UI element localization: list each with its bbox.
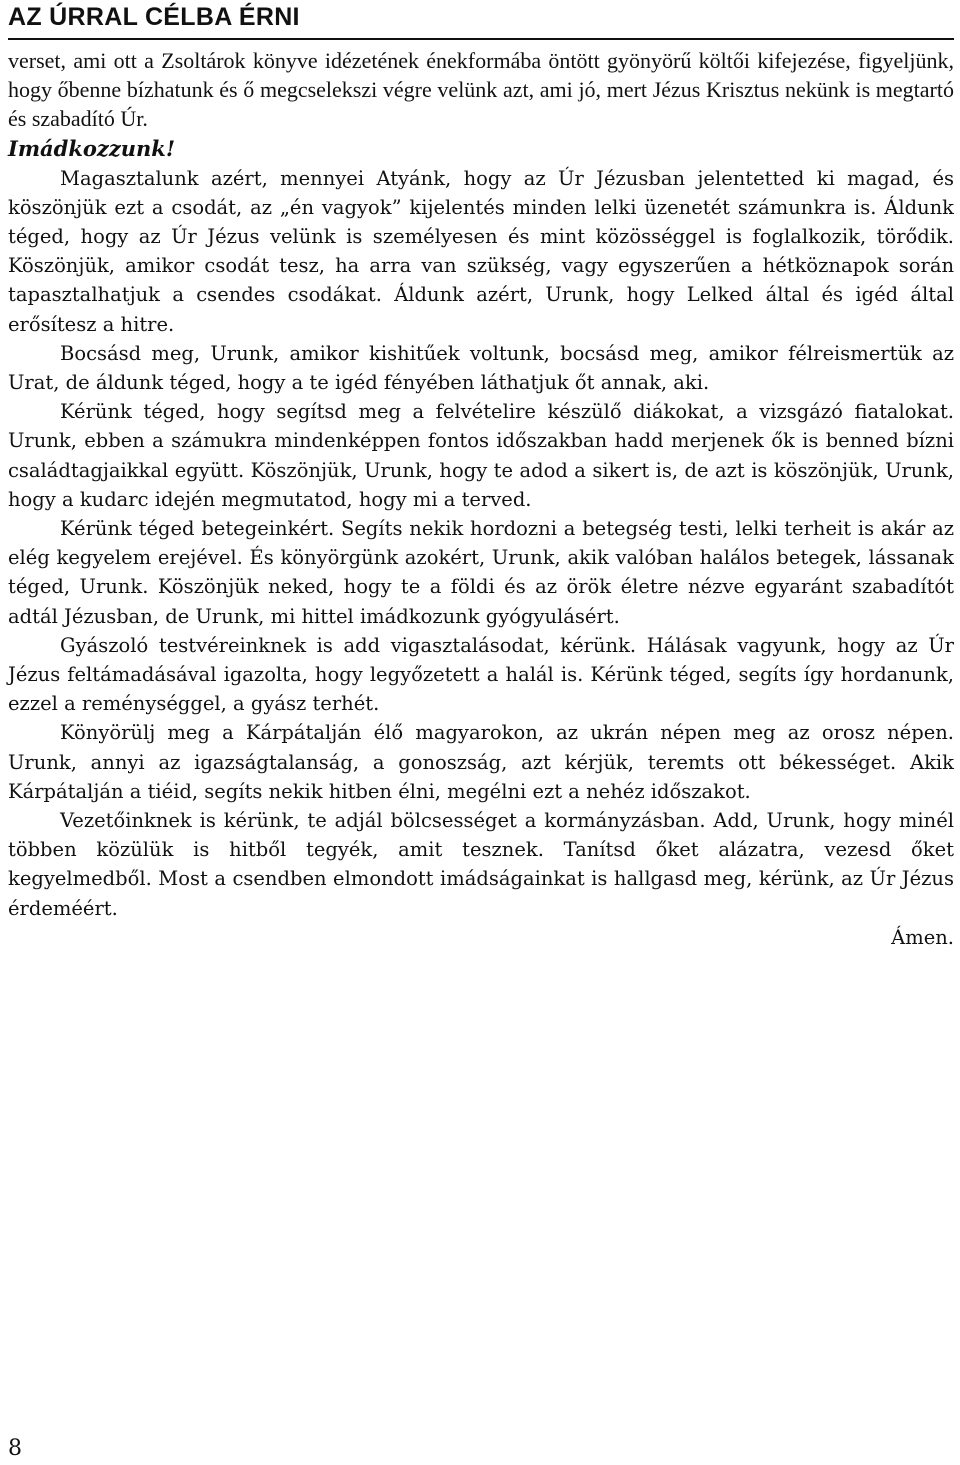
page-body xyxy=(8,46,954,952)
running-title: AZ ÚRRAL CÉLBA ÉRNI xyxy=(8,3,300,31)
prayer-heading: Imádkozzunk! xyxy=(8,135,176,161)
prayer-paragraph: Gyászoló testvéreinknek is add vigasztalásodat, kérünk. Hálásak vagyunk, hogy az Úr Jézus feltámadásával igazolta, hogy legyőzetett a halál is. Kérünk téged, segíts így hordanunk, ezzel a reménységgel, a gyász terhét. xyxy=(8,633,954,716)
prayer-paragraph: Magasztalunk azért, mennyei Atyánk, hogy az Úr Jézusban jelentetted ki magad, és köszönjük ezt a csodát, az „én vagyok” kijelentés minden lelki üzenetét számunkra is. Áldunk téged, hogy az Úr Jézus velünk is személyesen és mint közösséggel is foglalkozik, törődik. Köszönjük, amikor csodát tesz, ha arra van szükség, vagy egyszerűen a hétköznapok során tapasztalhatjuk a csendes csodákat. Áldunk azért, Urunk, hogy Lelked által és igéd által erősítesz a hitre. xyxy=(8,166,954,336)
prayer-paragraph: Kérünk téged betegeinkért. Segíts nekik hordozni a betegség testi, lelki terheit is akár az elég kegyelem erejével. És könyörgünk azokért, Urunk, akik valóban halálos betegek, lássanak téged, Urunk. Köszönjük neked, hogy te a földi és az örök életre nézve egyaránt szabadítót adtál Jézusban, de Urunk, mi hittel imádkozunk gyógyulásért. xyxy=(8,517,954,628)
prayer-paragraph: Kérünk téged, hogy segítsd meg a felvételire készülő diákokat, a vizsgázó fiatalokat. Urunk, ebben a számukra mindenképpen fontos időszakban hadd merjenek ők is benned bízni családtagjaikkal együtt. Köszönjük, Urunk, hogy te adod a sikert is, de azt is köszönjük, Urunk, hogy a kudarc idején megmutatod, hogy mi a terved. xyxy=(8,400,954,511)
prayer-paragraph: Bocsásd meg, Urunk, amikor kishitűek voltunk, bocsásd meg, amikor félreismertük az Urat, de áldunk téged, hogy a te igéd fényében láthatjuk őt annak, aki. xyxy=(8,341,954,395)
header-divider xyxy=(8,38,954,40)
page-header xyxy=(8,2,954,40)
closing-amen: Ámen. xyxy=(891,925,954,949)
page-number: 8 xyxy=(8,1436,22,1461)
prayer-paragraph: Könyörülj meg a Kárpátalján élő magyarokon, az ukrán népen meg az orosz népen. Urunk, annyi az igazságtalanság, a gonoszság, azt kérjük, teremts ott békességet. Akik Kárpátalján a tiéid, segíts nekik hitben élni, megélni ezt a nehéz időszakot. xyxy=(8,721,954,803)
intro-paragraph: verset, ami ott a Zsoltárok könyve idézetének énekformába öntött gyönyörű költői kifejezése, figyeljünk, hogy őbenne bízhatunk és ő megcselekszi végre velünk azt, ami jó, mert Jézus Krisztus nekünk is megtartó és szabadító Úr. xyxy=(8,48,954,132)
prayer-paragraph: Vezetőinknek is kérünk, te adjál bölcsességet a kormányzásban. Add, Urunk, hogy minél többen közülük is hitből tegyék, amit tesznek. Tanítsd őket alázatra, vezesd őket kegyelmedből. Most a csendben elmondott imádságainkat is hallgasd meg, kérünk, az Úr Jézus érdeméért. xyxy=(8,809,954,920)
